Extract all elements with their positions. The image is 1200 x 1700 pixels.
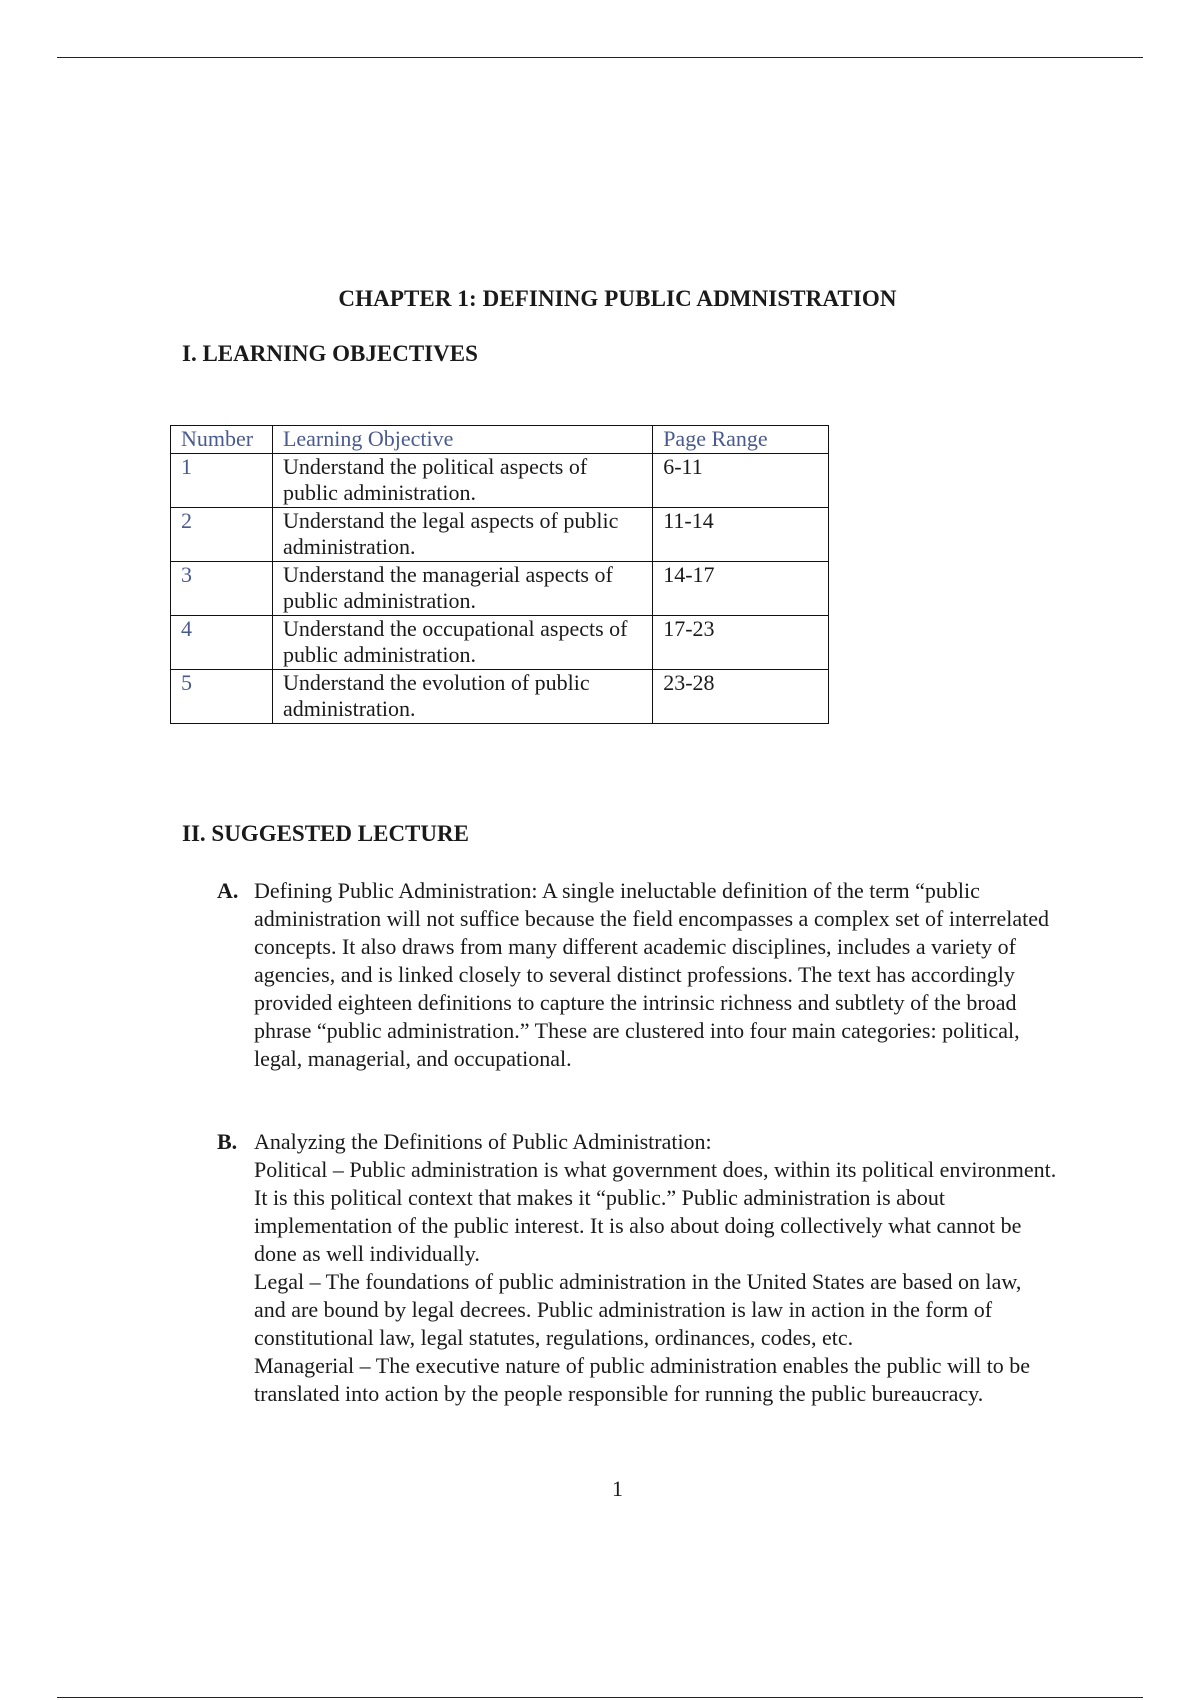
item-b-body [254, 1128, 1057, 1408]
header-number: Number [171, 426, 273, 454]
learning-objectives-table [170, 425, 829, 724]
managerial-definition: Managerial – The executive nature of public administration enables the public will to be translated into action by the people responsible for running the public bureaucracy. [254, 1353, 1031, 1406]
objective-page-range: 23-28 [653, 670, 829, 724]
header-learning-objective: Learning Objective [272, 426, 652, 454]
table-row [171, 508, 829, 562]
objective-page-range: 14-17 [653, 562, 829, 616]
objective-text: Understand the occupational aspects of public administration. [272, 616, 652, 670]
page-number: 1 [612, 1476, 623, 1501]
objective-text: Understand the legal aspects of public administration. [272, 508, 652, 562]
table-row [171, 616, 829, 670]
table-row [171, 562, 829, 616]
objective-number: 5 [171, 670, 273, 724]
lecture-item-a [217, 877, 1057, 1073]
objective-page-range: 17-23 [653, 616, 829, 670]
chapter-title: CHAPTER 1: DEFINING PUBLIC ADMNISTRATION [338, 286, 897, 311]
item-a-text: Defining Public Administration: A single ineluctable definition of the term “public administration will not suffice because the field encompasses a complex set of interrelated concepts. It also draws from many different academic disciplines, includes a variety of agencies, and is linked closely to several distinct professions. The text has accordingly provided eighteen definitions to capture the intrinsic richness and subtlety of the broad phrase “public administration.” These are clustered into four main categories: political, legal, managerial, and occupational. [254, 878, 1049, 1071]
objective-page-range: 6-11 [653, 454, 829, 508]
suggested-lecture-heading: II. SUGGESTED LECTURE [182, 821, 469, 846]
learning-objectives-heading: I. LEARNING OBJECTIVES [182, 341, 478, 366]
objective-text: Understand the evolution of public administration. [272, 670, 652, 724]
objective-number: 4 [171, 616, 273, 670]
table-header-row [171, 426, 829, 454]
lecture-item-b [217, 1128, 1057, 1408]
legal-definition: Legal – The foundations of public administration in the United States are based on law, and are bound by legal decrees. Public administration is law in action in the form of constitutional law, legal statutes, regulations, ordinances, codes, etc. [254, 1269, 1022, 1350]
table-row [171, 670, 829, 724]
objective-number: 3 [171, 562, 273, 616]
item-b-marker: B. [217, 1129, 238, 1154]
objective-page-range: 11-14 [653, 508, 829, 562]
top-rule [57, 57, 1143, 58]
political-definition: Political – Public administration is what government does, within its political environment. It is this political context that makes it “public.” Public administration is about implementation of the public interest. It is also about doing collectively what cannot be done as well individually. [254, 1157, 1057, 1266]
objective-text: Understand the managerial aspects of public administration. [272, 562, 652, 616]
table-row [171, 454, 829, 508]
bottom-rule [57, 1697, 1143, 1698]
header-page-range: Page Range [653, 426, 829, 454]
objective-text: Understand the political aspects of public administration. [272, 454, 652, 508]
objective-number: 2 [171, 508, 273, 562]
item-b-intro: Analyzing the Definitions of Public Administration: [254, 1129, 712, 1154]
objective-number: 1 [171, 454, 273, 508]
item-a-marker: A. [217, 878, 239, 903]
